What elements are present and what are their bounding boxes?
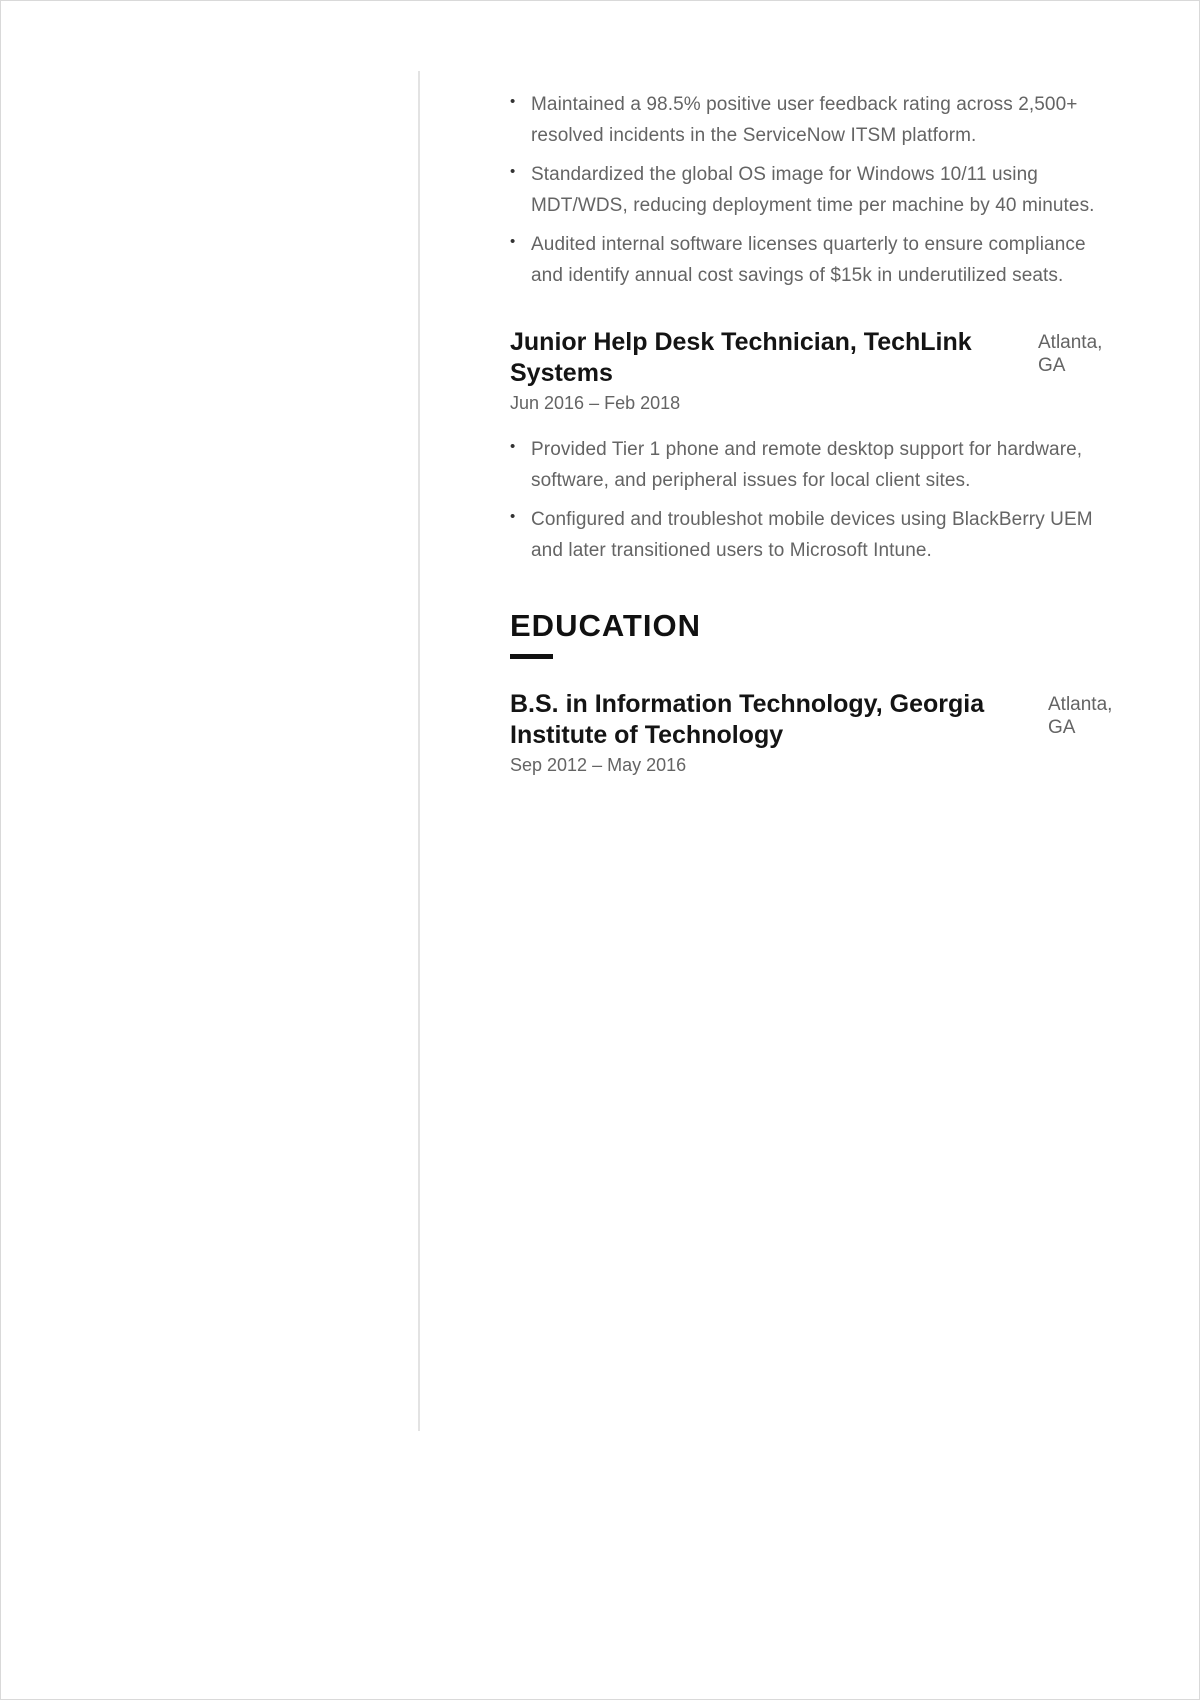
job-location: Atlanta, GA (1038, 332, 1103, 376)
section-underline (510, 654, 553, 659)
education-dates: Sep 2012 – May 2016 (510, 755, 687, 775)
job-title: Junior Help Desk Technician, TechLink Systems (510, 328, 972, 387)
job-dates: Jun 2016 – Feb 2018 (510, 393, 681, 413)
bullet-text: Maintained a 98.5% positive user feedback rating across 2,500+ resolved incidents in the ServiceNow ITSM platform. (531, 94, 1078, 146)
education-heading: EDUCATION (510, 608, 701, 643)
column-divider (418, 71, 420, 1431)
bullet-icon: • (510, 233, 516, 250)
bullet-icon: • (510, 93, 516, 110)
job-bullet (510, 504, 1122, 566)
education-entry (510, 689, 1122, 777)
experience-bullet (510, 229, 1122, 291)
bullet-text: Audited internal software licenses quarterly to ensure compliance and identify annual cost savings of $15k in underutilized seats. (531, 234, 1086, 286)
bullet-icon: • (510, 438, 516, 455)
bullet-icon: • (510, 508, 516, 525)
job-bullet (510, 434, 1122, 496)
degree-title: B.S. in Information Technology, Georgia Institute of Technology (510, 690, 985, 749)
experience-bullet (510, 159, 1122, 221)
education-location: Atlanta, GA (1048, 694, 1113, 738)
job-header (510, 327, 1122, 389)
education-header (510, 689, 1122, 751)
bullet-text: Standardized the global OS image for Windows 10/11 using MDT/WDS, reducing deployment time per machine by 40 minutes. (531, 164, 1095, 216)
bullet-text: Configured and troubleshot mobile devices using BlackBerry UEM and later transitioned users to Microsoft Intune. (531, 509, 1093, 561)
bullet-icon: • (510, 163, 516, 180)
bullet-text: Provided Tier 1 phone and remote desktop support for hardware, software, and peripheral issues for local client sites. (531, 439, 1083, 491)
main-column (510, 89, 1122, 777)
experience-bullet-list (510, 89, 1122, 291)
experience-bullet (510, 89, 1122, 151)
job-bullet-list (510, 434, 1122, 566)
job-entry (510, 327, 1122, 566)
